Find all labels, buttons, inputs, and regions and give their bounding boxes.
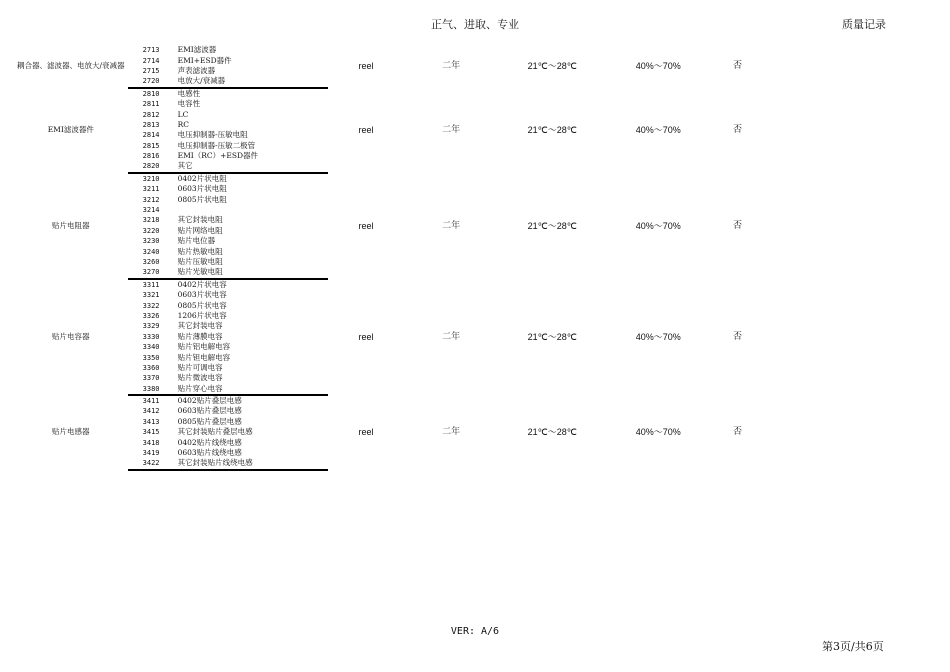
packaging-cell: reel (358, 427, 374, 438)
category-cell: 贴片电阻器 (52, 220, 90, 230)
shelf-life-cell: 二年 (442, 61, 461, 72)
page-number: 第3页/共6页 (822, 640, 884, 653)
item-name-cell (175, 205, 328, 215)
item-code-cell: 3360 (142, 363, 160, 372)
flag-cell: 否 (733, 125, 743, 136)
remarks-cell (765, 45, 950, 88)
item-code-cell: 2714 (142, 56, 160, 65)
table-row (14, 88, 950, 99)
item-name-cell: 贴片电位器 (177, 236, 216, 246)
packaging-cell: reel (358, 125, 374, 136)
item-code-cell: 3321 (142, 291, 160, 300)
item-name-cell: 贴片热敏电阻 (177, 246, 223, 256)
item-code-cell: 3370 (142, 374, 160, 383)
item-code-cell: 3422 (128, 458, 175, 469)
item-name-cell: 贴片微波电容 (177, 373, 223, 383)
item-code-cell: 2713 (142, 46, 160, 55)
item-code-cell: 3411 (142, 397, 160, 406)
item-name-cell: 0603贴片叠层电感 (177, 406, 242, 416)
remarks-cell (765, 173, 950, 279)
flag-cell: 否 (733, 220, 743, 231)
header-slogan: 正气、进取、专业 (431, 18, 519, 31)
item-name-cell: 0805片状电容 (177, 300, 227, 310)
packaging-cell: reel (358, 220, 374, 231)
shelf-life-cell: 二年 (442, 125, 461, 136)
temperature-cell: 21℃～28℃ (527, 125, 577, 136)
item-name-cell: 0402贴片叠层电感 (177, 396, 242, 406)
table-body (14, 45, 950, 470)
remarks-cell (765, 279, 950, 395)
item-code-cell: 2814 (142, 131, 160, 140)
item-name-cell: 电容性 (177, 99, 201, 109)
item-name-cell: 其它封装贴片线绕电感 (175, 458, 328, 469)
item-name-cell: 贴片光敏电阻 (175, 267, 328, 278)
item-name-cell: 贴片压敏电阻 (177, 257, 223, 266)
item-code-cell: 2815 (142, 141, 160, 150)
item-code-cell: 2720 (128, 76, 175, 87)
item-code-cell: 3311 (142, 280, 160, 289)
item-code-cell: 3326 (142, 311, 160, 320)
item-name-cell: LC (177, 109, 189, 119)
storage-conditions-table (14, 45, 950, 471)
item-code-cell: 2811 (142, 100, 160, 109)
item-code-cell: 3330 (142, 332, 160, 341)
document-type: 质量记录 (842, 18, 886, 31)
category-cell: EMI滤波器件 (47, 125, 94, 135)
item-code-cell: 3212 (142, 195, 160, 204)
category-cell: 贴片电容器 (52, 331, 90, 341)
item-code-cell: 2715 (142, 66, 160, 75)
item-code-cell: 3415 (142, 428, 160, 437)
item-name-cell: 电压抑制器-压敏电阻 (177, 130, 248, 140)
item-name-cell: 0603片状电容 (177, 290, 227, 300)
item-code-cell: 3214 (142, 206, 160, 215)
item-code-cell: 3270 (128, 267, 175, 278)
item-code-cell: 3230 (142, 237, 160, 246)
table-row (14, 395, 950, 406)
item-name-cell: 贴片铝电解电容 (177, 342, 231, 352)
item-code-cell: 3218 (142, 216, 160, 225)
category-cell: 贴片电感器 (52, 427, 90, 437)
temperature-cell: 21℃～28℃ (527, 427, 577, 438)
flag-cell: 否 (733, 61, 743, 72)
item-name-cell: 贴片可调电容 (177, 362, 223, 372)
item-name-cell: RC (177, 119, 189, 129)
table-row (14, 279, 950, 290)
item-code-cell: 3380 (128, 384, 175, 395)
item-code-cell: 3412 (142, 407, 160, 416)
item-code-cell: 3211 (142, 185, 160, 194)
item-name-cell: 贴片穿心电容 (175, 384, 328, 395)
humidity-cell: 40%～70% (635, 125, 681, 136)
item-name-cell: 1206片状电容 (177, 310, 227, 320)
item-code-cell: 3413 (142, 417, 160, 426)
item-name-cell: 0402片状电阻 (177, 173, 227, 183)
packaging-cell: reel (358, 331, 374, 342)
item-code-cell: 3418 (142, 438, 160, 447)
flag-cell: 否 (733, 427, 743, 438)
item-code-cell: 3220 (142, 226, 160, 235)
item-name-cell: 0805贴片叠层电感 (177, 416, 242, 426)
item-code-cell: 3340 (142, 343, 160, 352)
item-code-cell: 2813 (142, 120, 160, 129)
shelf-life-cell: 二年 (442, 220, 461, 231)
item-name-cell: EMI（RC）+ESD器件 (177, 151, 259, 161)
item-name-cell: 电放大/衰减器 (175, 76, 328, 87)
temperature-cell: 21℃～28℃ (527, 61, 577, 72)
packaging-cell: reel (358, 61, 374, 72)
item-name-cell: 电压抑制器-压敏二极管 (177, 140, 256, 150)
table-row (14, 45, 950, 55)
temperature-cell: 21℃～28℃ (527, 331, 577, 342)
category-cell: 耦合器、滤波器、电放大/衰减器 (17, 61, 125, 71)
item-code-cell: 2820 (128, 161, 175, 172)
item-code-cell: 2810 (142, 89, 160, 98)
remarks-cell (765, 395, 950, 470)
item-name-cell: 0402贴片线绕电感 (177, 437, 242, 447)
item-code-cell: 3322 (142, 301, 160, 310)
item-code-cell: 3210 (142, 174, 160, 183)
temperature-cell: 21℃～28℃ (527, 220, 577, 231)
item-name-cell: 贴片钽电解电容 (177, 352, 231, 362)
item-code-cell: 2816 (142, 152, 160, 161)
humidity-cell: 40%～70% (635, 331, 681, 342)
humidity-cell: 40%～70% (635, 220, 681, 231)
remarks-cell (765, 88, 950, 173)
item-name-cell: EMI滤波器 (177, 45, 217, 55)
item-code-cell: 3329 (142, 322, 160, 331)
shelf-life-cell: 二年 (442, 427, 461, 438)
item-code-cell: 3350 (142, 353, 160, 362)
shelf-life-cell: 二年 (442, 331, 461, 342)
item-name-cell: 0805片状电阻 (177, 194, 227, 204)
humidity-cell: 40%～70% (635, 427, 681, 438)
humidity-cell: 40%～70% (635, 61, 681, 72)
table-row (14, 173, 950, 184)
item-code-cell: 3240 (142, 247, 160, 256)
item-code-cell: 3419 (142, 449, 160, 458)
item-name-cell: 0402片状电容 (177, 279, 227, 289)
item-name-cell: 0603片状电阻 (177, 184, 227, 194)
item-name-cell: 其它封装电容 (177, 321, 223, 331)
item-name-cell: 声表滤波器 (177, 65, 216, 75)
flag-cell: 否 (733, 331, 743, 342)
item-code-cell: 2812 (142, 110, 160, 119)
item-name-cell: 贴片网络电阻 (177, 225, 223, 235)
item-code-cell: 3260 (142, 258, 160, 266)
item-name-cell: 0603贴片线绕电感 (177, 448, 242, 458)
item-name-cell: 其它封装贴片叠层电感 (177, 427, 253, 437)
item-name-cell: 电感性 (177, 88, 201, 98)
item-name-cell: EMI+ESD器件 (177, 55, 232, 65)
item-name-cell: 其它 (175, 161, 328, 172)
version-label: VER: A/6 (450, 626, 500, 637)
item-name-cell: 其它封装电阻 (177, 215, 223, 225)
item-name-cell: 贴片薄膜电容 (177, 331, 223, 341)
